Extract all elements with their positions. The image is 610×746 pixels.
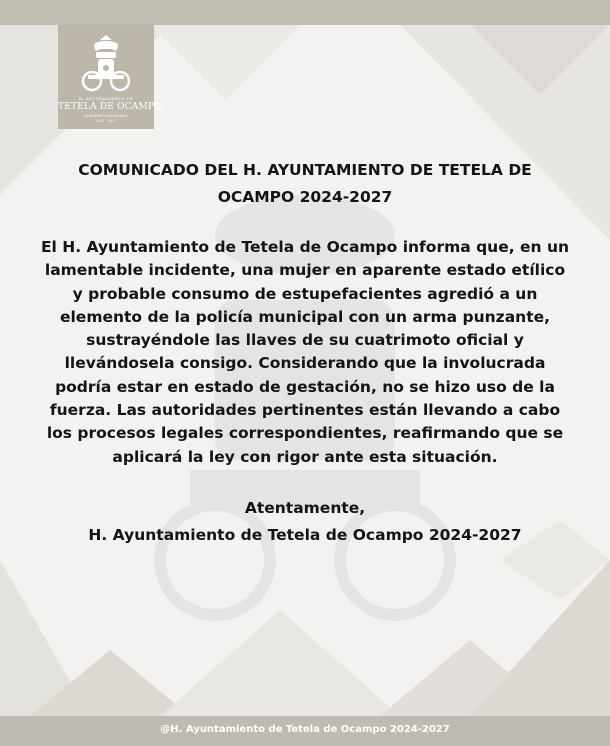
cannon-emblem-icon — [58, 25, 154, 97]
logo-line-top: H. AYUNTAMIENTO DE — [78, 96, 134, 101]
communique-body: El H. Ayuntamiento de Tetela de Ocampo informa que, en un lamentable incidente, una mujer en aparente estado etílico y probable consumo de estupefacientes agredió a un elemento de la policía municipal con un arma punzante, sustrayéndole las llaves de su cuatrimoto oficial y llevándosela consigo. Considerando que la involucrada podría estar en estado de gestación, no se hizo uso de la fuerza. Las autoridades pertinentes están llevando a cabo los procesos legales correspondientes, reafirmando que se aplicará la ley con rigor ante esta situación. — [40, 238, 570, 466]
logo-sub-2: 2024 - 2027 — [95, 119, 117, 123]
logo — [58, 25, 162, 129]
closing-greeting: Atentamente, — [244, 498, 366, 517]
logo-name: TETELA DE OCAMPO — [58, 102, 162, 112]
communique — [40, 157, 570, 549]
closing-block — [40, 495, 570, 549]
closing-signature: H. Ayuntamiento de Tetela de Ocampo 2024-2027 — [88, 525, 522, 544]
footer-copyright: @H. Ayuntamiento de Tetela de Ocampo 2024-2027 — [160, 724, 450, 735]
communique-title: COMUNICADO DEL H. AYUNTAMIENTO DE TETELA DE OCAMPO 2024-2027 — [78, 161, 532, 206]
logo-sub-1: GOBIERNO MUNICIPAL — [84, 114, 128, 118]
